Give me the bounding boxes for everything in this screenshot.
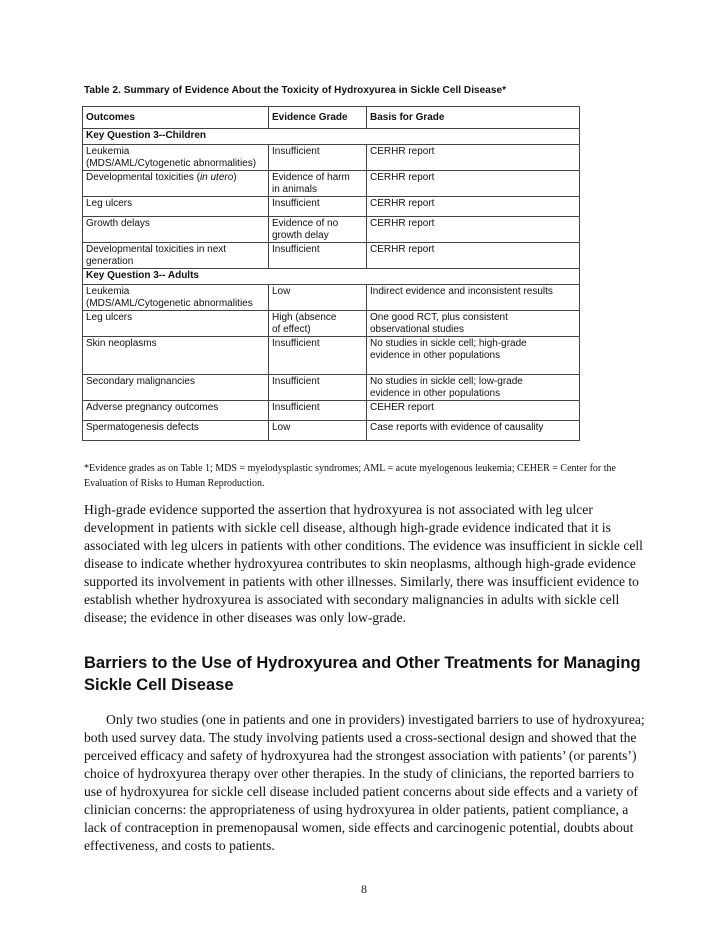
grade-cell: Insufficient xyxy=(269,337,367,375)
table-row xyxy=(83,217,580,243)
outcome-cell: Leg ulcers xyxy=(83,311,269,337)
outcome-cell: Secondary malignancies xyxy=(83,375,269,401)
basis-cell: CERHR report xyxy=(367,145,580,171)
basis-cell: Case reports with evidence of causality xyxy=(367,421,580,441)
grade-cell: Insufficient xyxy=(269,243,367,269)
table-header-row xyxy=(83,107,580,129)
outcome-cell: Leg ulcers xyxy=(83,197,269,217)
grade-cell: High (absence of effect) xyxy=(269,311,367,337)
outcome-cell: Leukemia (MDS/AML/Cytogenetic abnormalities) xyxy=(83,145,269,171)
outcome-cell: Adverse pregnancy outcomes xyxy=(83,401,269,421)
basis-cell: CERHR report xyxy=(367,217,580,243)
grade-cell: Insufficient xyxy=(269,145,367,171)
table-row xyxy=(83,401,580,421)
table-row xyxy=(83,311,580,337)
table-row xyxy=(83,285,580,311)
grade-cell: Insufficient xyxy=(269,375,367,401)
outcome-cell: Developmental toxicities (in utero) xyxy=(83,171,269,197)
section-row-children xyxy=(83,129,580,145)
section-label: Key Question 3-- Adults xyxy=(83,269,580,285)
grade-cell: Insufficient xyxy=(269,197,367,217)
evidence-table xyxy=(82,106,580,441)
outcome-cell: Skin neoplasms xyxy=(83,337,269,375)
basis-cell: No studies in sickle cell; high-grade evidence in other populations xyxy=(367,337,580,375)
basis-cell: CERHR report xyxy=(367,243,580,269)
table-footnote: *Evidence grades as on Table 1; MDS = myelodysplastic syndromes; AML = acute myelogenous leukemia; CEHER = Center for the Evaluation of Risks to Human Reproduction. xyxy=(84,463,616,489)
body-paragraph: Only two studies (one in patients and one in providers) investigated barriers to use of hydroxyurea; both used survey data. The study involving patients used a cross-sectional design and showed that the perceived efficacy and safety of hydroxyurea had the strongest association with patients’ (or parents’) choice of hydroxyurea therapy over other therapies. In the study of clinicians, the reported barriers to use of hydroxyurea for sickle cell disease included patient concerns about side effects and a variety of clinician concerns: the appropriateness of using hydroxyurea in older patients, patient compliance, a lack of contraception in premenopausal women, side effects and carcinogenic potential, doubts about effectiveness, and costs to patients. xyxy=(84,712,645,853)
basis-cell: No studies in sickle cell; low-grade evidence in other populations xyxy=(367,375,580,401)
outcome-cell: Spermatogenesis defects xyxy=(83,421,269,441)
header-basis-for-grade: Basis for Grade xyxy=(367,107,580,129)
grade-cell: Low xyxy=(269,285,367,311)
basis-cell: Indirect evidence and inconsistent results xyxy=(367,285,580,311)
section-label: Key Question 3--Children xyxy=(83,129,580,145)
grade-cell: Evidence of harm in animals xyxy=(269,171,367,197)
table-row xyxy=(83,171,580,197)
table-row xyxy=(83,145,580,171)
table-row xyxy=(83,421,580,441)
basis-cell: CERHR report xyxy=(367,197,580,217)
table-row xyxy=(83,375,580,401)
basis-cell: CEHER report xyxy=(367,401,580,421)
section-row-adults xyxy=(83,269,580,285)
outcome-cell: Developmental toxicities in next generation xyxy=(83,243,269,269)
table-row xyxy=(83,243,580,269)
section-heading: Barriers to the Use of Hydroxyurea and Other Treatments for Managing Sickle Cell Disease xyxy=(84,654,641,694)
basis-cell: CERHR report xyxy=(367,171,580,197)
header-evidence-grade: Evidence Grade xyxy=(269,107,367,129)
body-paragraph: High-grade evidence supported the assertion that hydroxyurea is not associated with leg ulcer development in patients with sickle cell disease, although high-grade evidence indicated that it is associated with leg ulcers in patients with other conditions. The evidence was insufficient in sickle cell disease to indicate whether hydroxyurea contributes to skin neoplasms, although high-grade evidence supported its involvement in patients with other illnesses. Similarly, there was insufficient evidence to establish whether hydroxyurea is associated with secondary malignancies in adults with sickle cell disease; the evidence in other diseases was only low-grade. xyxy=(84,502,643,625)
table-title: Table 2. Summary of Evidence About the Toxicity of Hydroxyurea in Sickle Cell Disease* xyxy=(84,85,507,96)
table-row xyxy=(83,337,580,375)
outcome-cell: Leukemia (MDS/AML/Cytogenetic abnormalities xyxy=(83,285,269,311)
table-row xyxy=(83,197,580,217)
outcome-cell: Growth delays xyxy=(83,217,269,243)
basis-cell: One good RCT, plus consistent observational studies xyxy=(367,311,580,337)
grade-cell: Insufficient xyxy=(269,401,367,421)
grade-cell: Low xyxy=(269,421,367,441)
grade-cell: Evidence of no growth delay xyxy=(269,217,367,243)
page-number: 8 xyxy=(361,882,367,896)
header-outcomes: Outcomes xyxy=(83,107,269,129)
